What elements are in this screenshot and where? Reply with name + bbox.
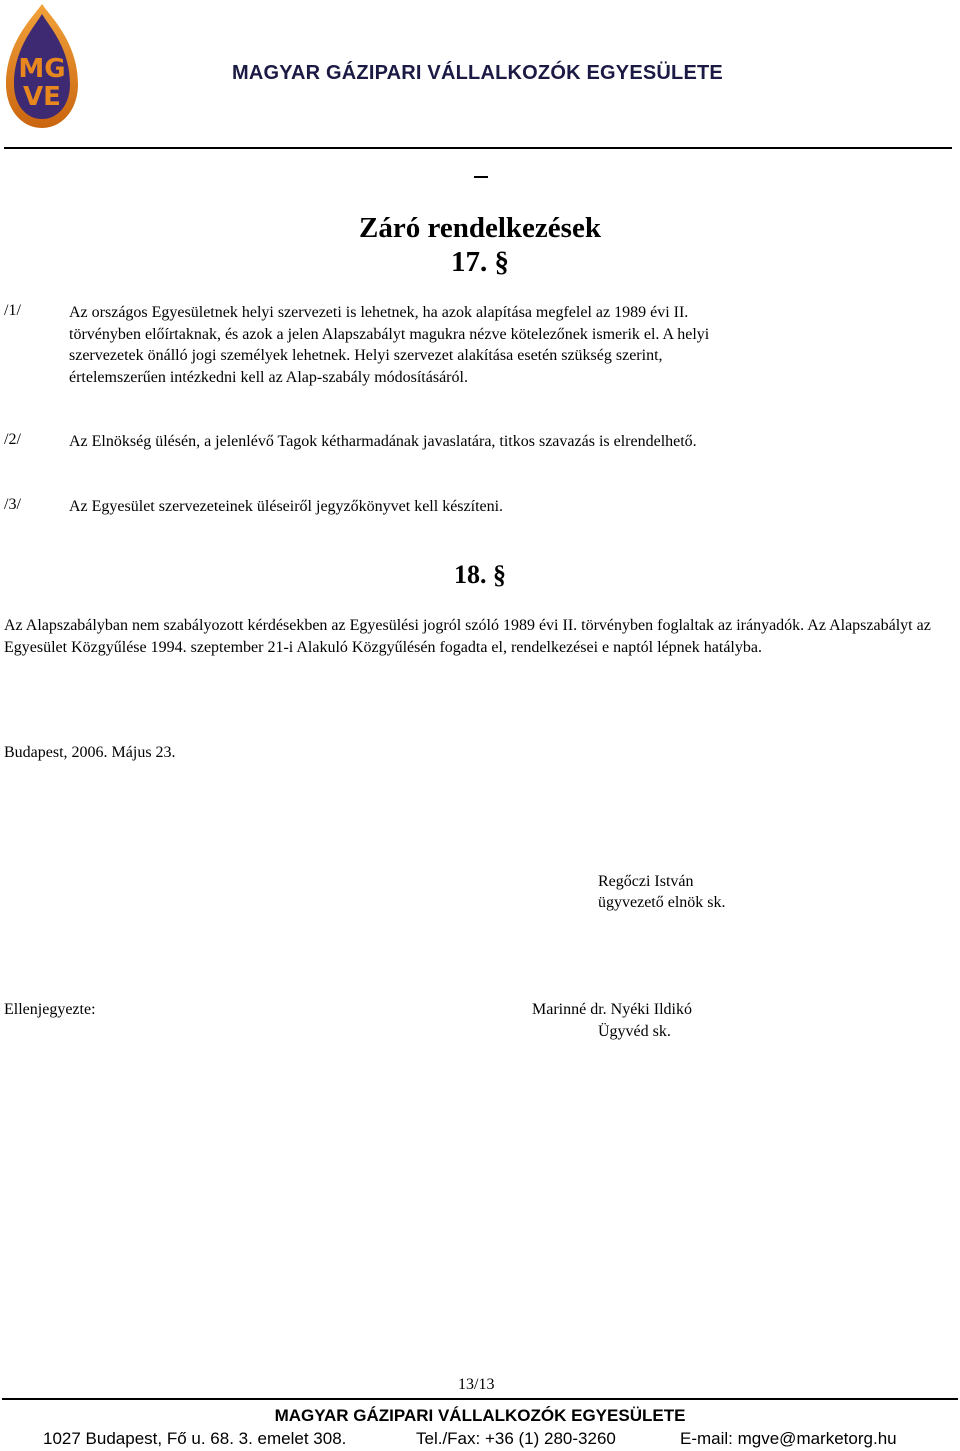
item-text: Az Elnökség ülésén, a jelenlévő Tagok kétharmadának javaslatára, titkos szavazás is elrendelhető.: [69, 433, 697, 450]
footer-org-name: MAGYAR GÁZIPARI VÁLLALKOZÓK EGYESÜLETE: [274, 1406, 686, 1425]
item-number: /3/: [4, 496, 21, 513]
section-17-heading: 17. §: [451, 246, 509, 278]
svg-text:VE: VE: [23, 82, 61, 112]
countersign-label: Ellenjegyezte:: [4, 1001, 96, 1018]
mgve-logo: [4, 2, 80, 130]
president-role: ügyvezető elnök sk.: [598, 894, 726, 911]
page-number: 13/13: [458, 1376, 495, 1393]
lawyer-role: Ügyvéd sk.: [598, 1023, 671, 1040]
footer-rule: [2, 1398, 958, 1400]
place-date: Budapest, 2006. Május 23.: [4, 744, 176, 761]
header-rule: [4, 147, 952, 149]
footer-address: 1027 Budapest, Fő u. 68. 3. emelet 308.: [43, 1429, 347, 1448]
header-dash: [474, 176, 488, 178]
item-text: Az Egyesület szervezeteinek üléseiről jegyzőkönyvet kell készíteni.: [69, 498, 504, 515]
item-number: /2/: [4, 431, 21, 448]
president-name: Regőczi István: [598, 873, 694, 890]
section-18-heading: 18. §: [454, 560, 506, 589]
section-title: Záró rendelkezések: [359, 212, 601, 244]
footer-email: E-mail: mgve@marketorg.hu: [680, 1429, 897, 1448]
item-text: Az országos Egyesületnek helyi szervezeti is lehetnek, ha azok alapítása megfelel az 1989 évi II. törvényben előírtaknak, és azok a jelen Alapszabályt magukra nézve kötelezőnek ismerik el. A helyi szervezetek önálló jogi személyek lehetnek. Helyi szervezet alakítása esetén szükség szerint, értelemszerűen intézkedni kell az Alap-szabály módosításáról.: [69, 304, 710, 386]
lawyer-name: Marinné dr. Nyéki Ildikó: [532, 1001, 692, 1018]
footer-phone: Tel./Fax: +36 (1) 280-3260: [416, 1429, 616, 1448]
section-18-text: Az Alapszabályban nem szabályozott kérdésekben az Egyesülési jogról szóló 1989 évi II. törvényben foglaltak az irányadók. Az Alapszabályt az Egyesület Közgyűlése 1994. szeptember 21-i Alakuló Közgyűlésén fogadta el, rendelkezései e naptól lépnek hatályba.: [4, 617, 931, 656]
header-org-name: MAGYAR GÁZIPARI VÁLLALKOZÓK EGYESÜLETE: [232, 62, 723, 84]
item-number: /1/: [4, 302, 21, 319]
svg-text:MG: MG: [18, 54, 66, 84]
